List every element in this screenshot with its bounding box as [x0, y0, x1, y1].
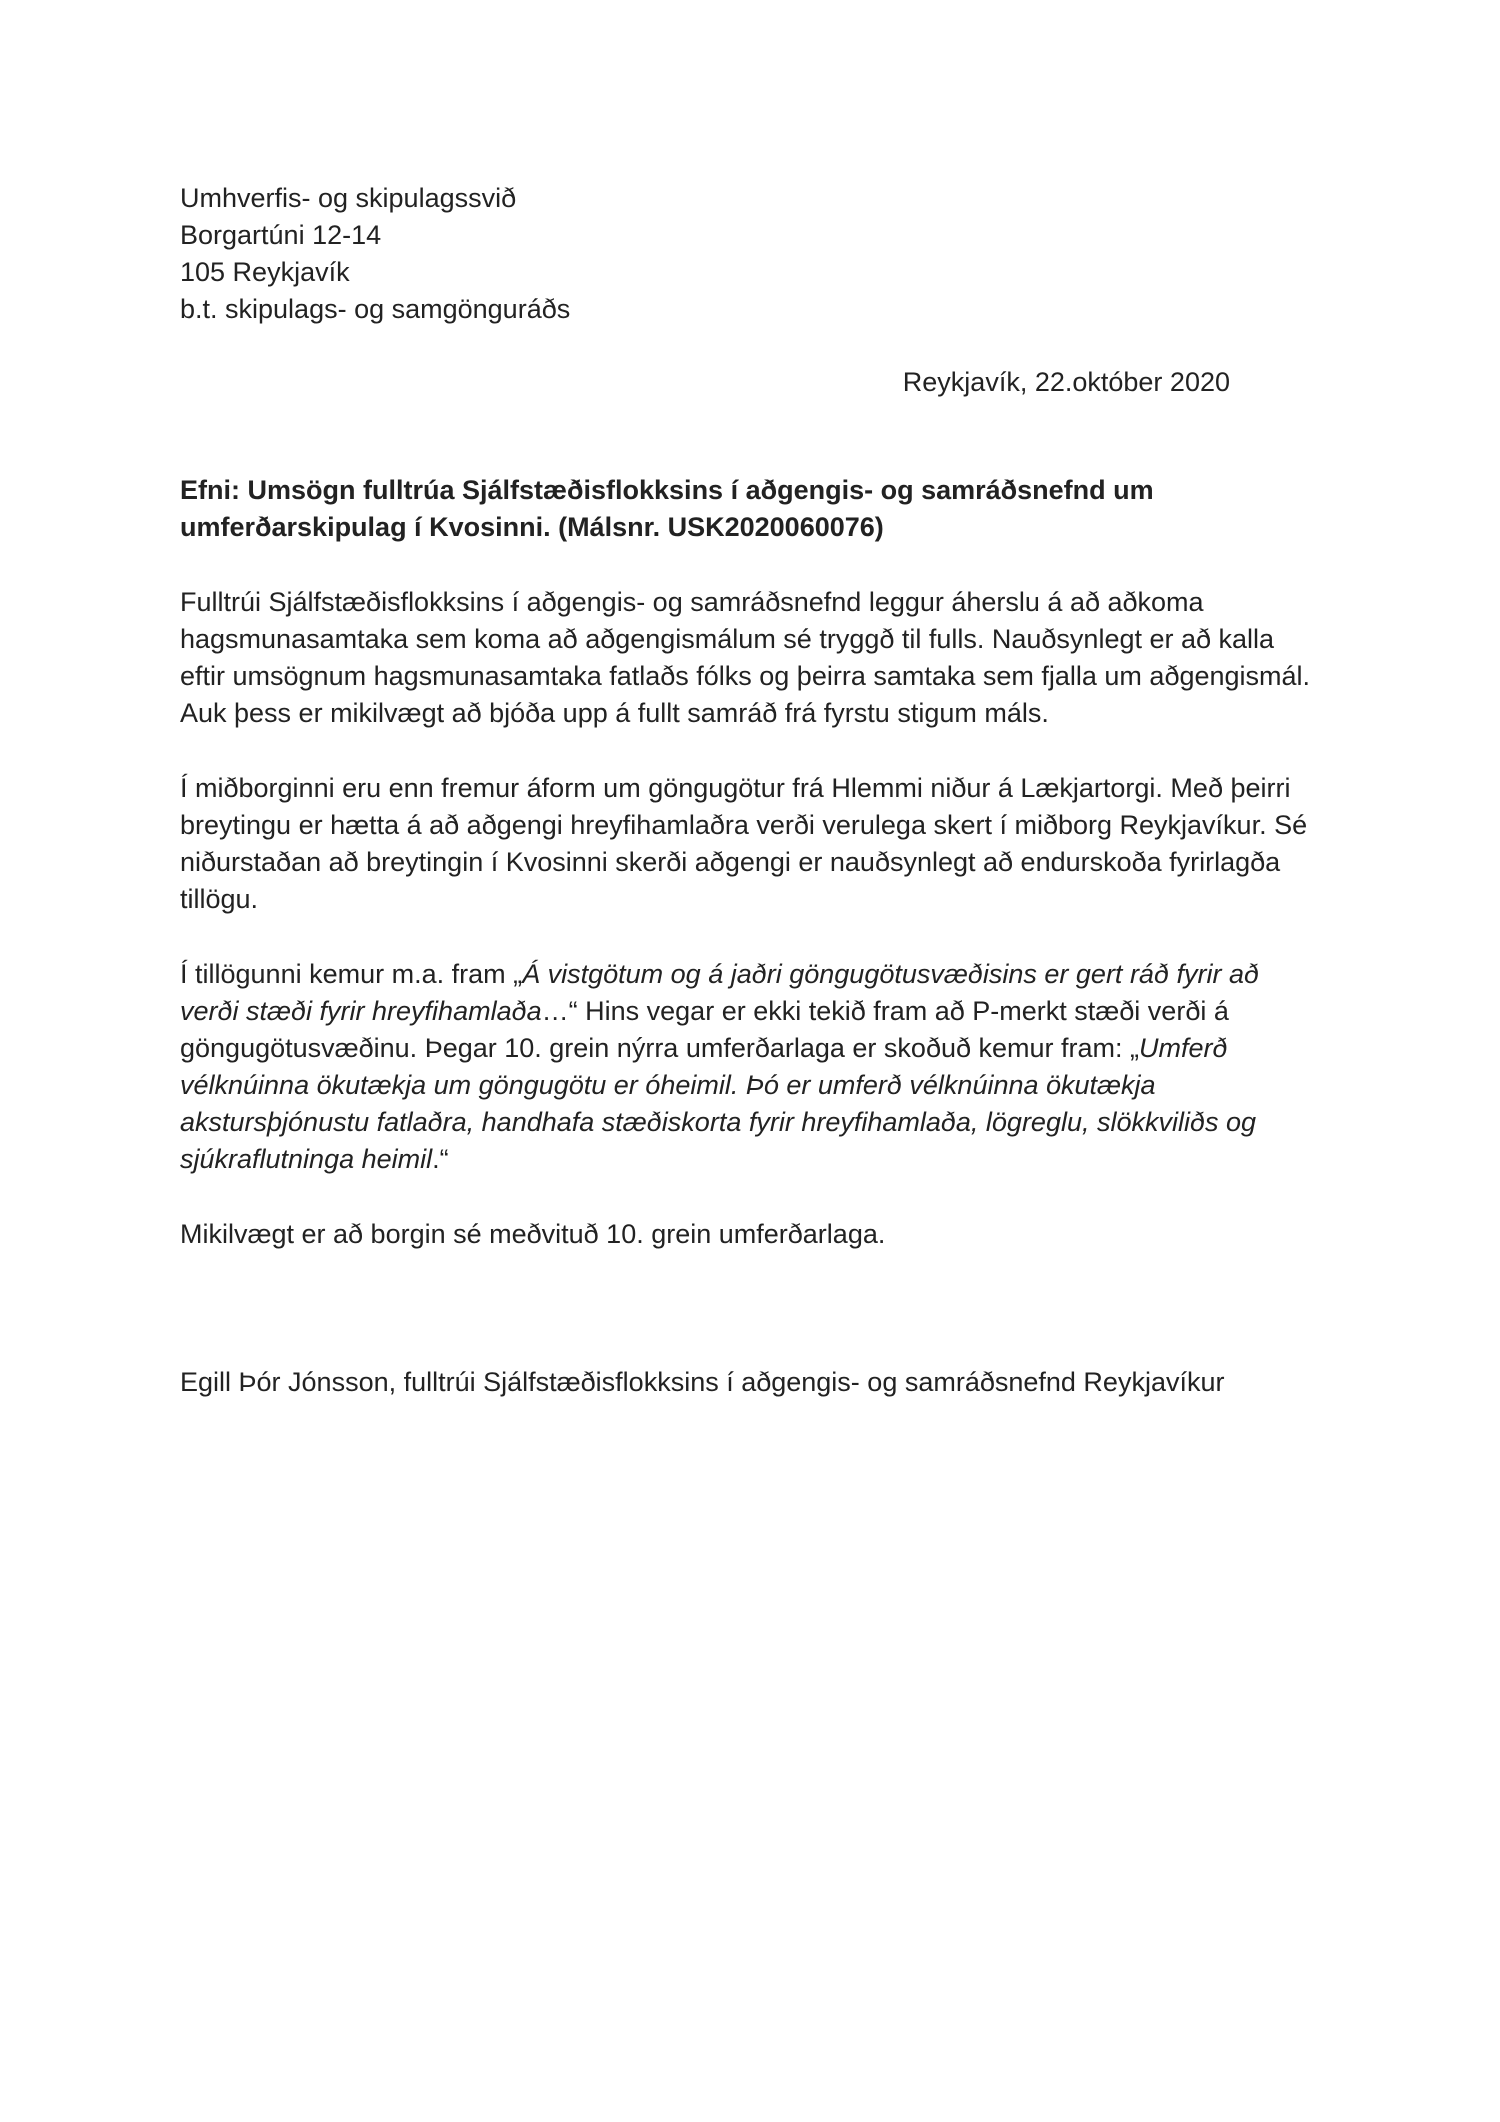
letter-date: Reykjavík, 22.október 2020: [902, 367, 1230, 397]
recipient-address: [180, 180, 1320, 328]
paragraph-proposal-end: .“: [432, 1144, 449, 1174]
recipient-line-city: 105 Reykjavík: [180, 257, 350, 287]
proposal-quote: Á vistgötum og á jaðri göngugötusvæðisins er gert ráð fyrir að verði stæði fyrir hreyfihamlaða: [180, 959, 1259, 1026]
letter-body: [180, 180, 1320, 1401]
paragraph-consultation: Fulltrúi Sjálfstæðisflokksins í aðgengis- og samráðsnefnd leggur áherslu á að aðkoma hagsmunasamtaka sem koma að aðgengismálum sé tryggð til fulls. Nauðsynlegt er að kalla eftir umsögnum hagsmunasamtaka fatlaðs fólks og þeirra samtaka sem fjalla um aðgengismál. Auk þess er mikilvægt að bjóða upp á fullt samráð frá fyrstu stigum máls.: [180, 587, 1311, 728]
recipient-line-department: Umhverfis- og skipulagssvið: [180, 183, 517, 213]
recipient-line-street: Borgartúni 12-14: [180, 220, 382, 250]
paragraph-proposal-quote: [180, 956, 1320, 1178]
traffic-law-quote: Umferð vélknúinna ökutækja um göngugötu er óheimil. Þó er umferð vélknúinna ökutækja akstursþjónustu fatlaðra, handhafa stæðiskorta fyrir hreyfihamlaða, lögreglu, slökkviliðs og sjúkraflutninga heimil: [180, 1033, 1257, 1174]
recipient-line-attention: b.t. skipulags- og samgönguráðs: [180, 294, 571, 324]
paragraph-conclusion: Mikilvægt er að borgin sé meðvituð 10. grein umferðarlaga.: [180, 1219, 886, 1249]
signature: Egill Þór Jónsson, fulltrúi Sjálfstæðisflokksins í aðgengis- og samráðsnefnd Reykjavíkur: [180, 1367, 1225, 1397]
letter-subject: Efni: Umsögn fulltrúa Sjálfstæðisflokksins í aðgengis- og samráðsnefnd um umferðarskipulag í Kvosinni. (Málsnr. USK2020060076): [180, 475, 1154, 542]
paragraph-proposal-intro: Í tillögunni kemur m.a. fram „: [180, 959, 523, 989]
paragraph-proposal-middle: …“ Hins vegar er ekki tekið fram að P-merkt stæði verði á göngugötusvæðinu. Þegar 10. grein nýrra umferðarlaga er skoðuð kemur fram: „: [180, 996, 1229, 1063]
paragraph-pedestrian-streets: Í miðborginni eru enn fremur áform um göngugötur frá Hlemmi niður á Lækjartorgi. Með þeirri breytingu er hætta á að aðgengi hreyfihamlaðra verði verulega skert í miðborg Reykjavíkur. Sé niðurstaðan að breytingin í Kvosinni skerði aðgengi er nauðsynlegt að endurskoða fyrirlagða tillögu.: [180, 773, 1308, 914]
